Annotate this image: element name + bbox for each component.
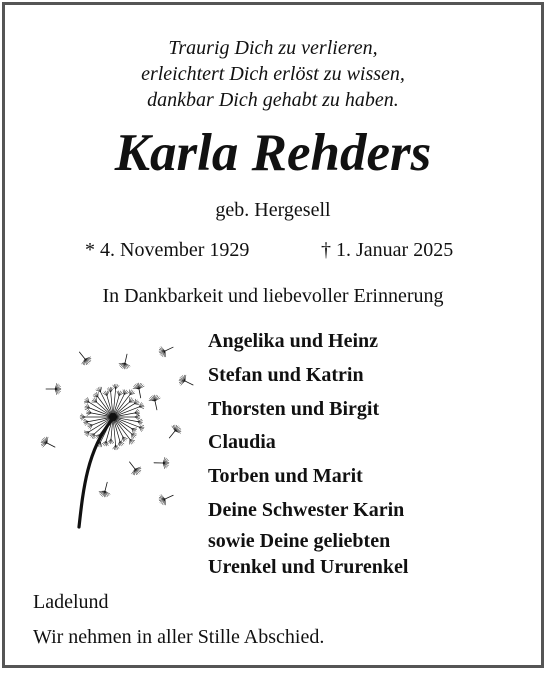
mourner: Deine Schwester Karin [208, 498, 405, 521]
descendants-line: Urenkel und Ururenkel [208, 555, 409, 578]
farewell-line: Wir nehmen in aller Stille Abschied. [33, 626, 325, 648]
mourner: Torben und Marit [208, 465, 363, 488]
mourners-list [208, 325, 408, 580]
obituary-notice [2, 2, 544, 668]
place-name: Ladelund [33, 591, 109, 613]
verse [5, 35, 541, 113]
dandelion-icon [35, 341, 195, 531]
descendants-line: sowie Deine geliebten [208, 529, 391, 552]
birth-date: * 4. November 1929 [85, 239, 250, 261]
verse-line: dankbar Dich gehabt zu haben. [147, 89, 399, 111]
verse-line: erleichtert Dich erlöst zu wissen, [141, 63, 405, 85]
deceased-name: Karla Rehders [114, 124, 432, 182]
mourner: Angelika und Heinz [208, 330, 379, 352]
verse-line: Traurig Dich zu verlieren, [168, 37, 378, 59]
mourner: Claudia [208, 431, 276, 454]
mourner: Stefan und Katrin [208, 363, 364, 386]
death-date: † 1. Januar 2025 [321, 239, 454, 261]
gratitude-line: In Dankbarkeit und liebevoller Erinnerung [102, 285, 444, 307]
birth-name: geb. Hergesell [215, 199, 331, 221]
mourner: Thorsten und Birgit [208, 397, 380, 420]
